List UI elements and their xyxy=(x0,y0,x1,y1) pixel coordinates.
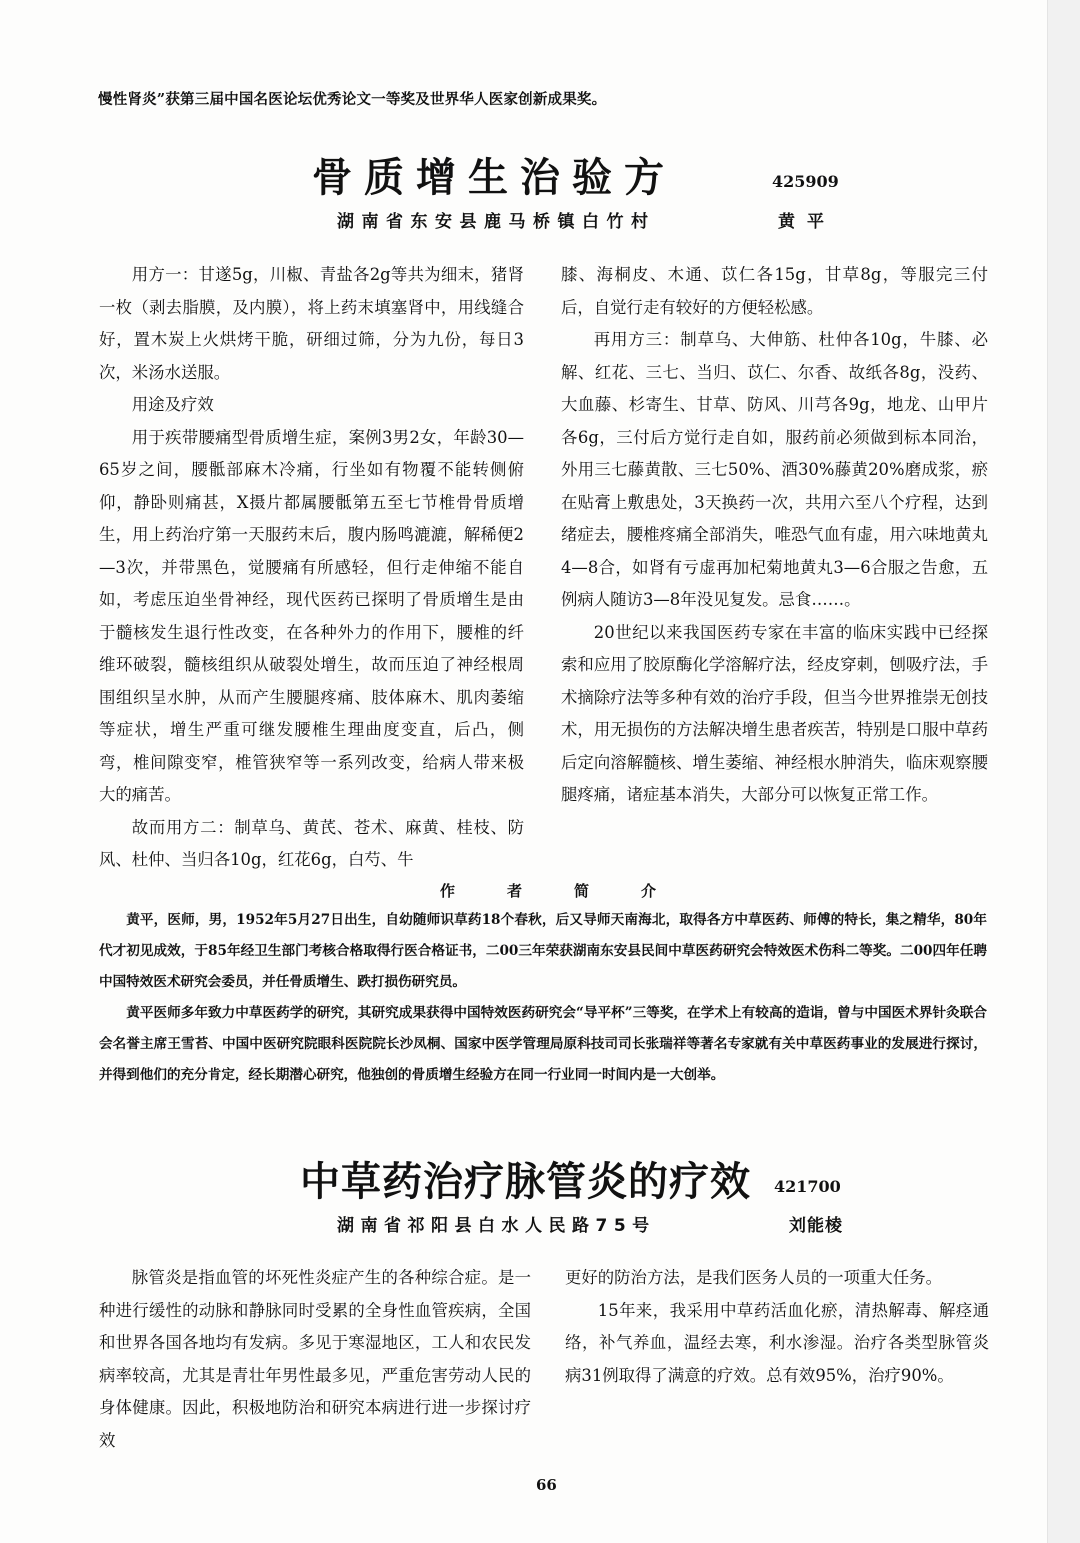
article2-author: 刘能棱 xyxy=(789,1216,843,1236)
article1-left-column xyxy=(99,259,524,877)
page-edge-shadow xyxy=(1047,0,1080,1543)
article2-right-column xyxy=(565,1262,989,1392)
article2-postal-code: 421700 xyxy=(774,1177,841,1196)
paragraph-subheading: 用途及疗效 xyxy=(131,395,214,414)
article1-title: 骨质增生治验方 xyxy=(312,155,676,201)
article1-postal-code: 425909 xyxy=(772,172,839,191)
paragraph: 用于疾带腰痛型骨质增生症，案例3男2女，年龄30—65岁之间，腰骶部麻木冷痛，行坐如有物覆不能转侧俯仰，静卧则痛甚，X摄片都属腰骶第五至七节椎骨骨质增生，用上药治疗第一天服药末后，腹内肠鸣漉漉，解稀便2—3次，并带黑色，觉腰痛有所感轻，但行走伸缩不能自如，考虑压迫坐骨神经，现代医药已探明了骨质增生是由于髓核发生退行性改变，在各种外力的作用下，腰椎的纤维环破裂，髓核组织从破裂处增生，故而压迫了神经根周围组织呈水肿，从而产生腰腿疼痛、肢体麻木、肌肉萎缩等症状，增生严重可继发腰椎生理曲度变直，后凸，侧弯，椎间隙变窄，椎管狭窄等一系列改变，给病人带来极大的痛苦。 xyxy=(99,427,524,804)
bio-paragraph: 黄平，医师，男，1952年5月27日出生，自幼随师识草药18个春秋，后又导师天南海北，取得各方中草医药、师傅的特长，集之精华，80年代才初见成效，于85年经卫生部门考核合格取得行医合格证书，二00三年荣获湖南东安县民间中草医药研究会特效医术伤科二等奖。二00四年任聘中国特效医术研究会委员，并任骨质增生、跌打损伤研究员。 xyxy=(99,912,987,990)
top-note: 慢性肾炎”获第三届中国名医论坛优秀论文一等奖及世界华人医家创新成果奖。 xyxy=(98,91,607,108)
author-bio xyxy=(99,905,987,1091)
paragraph: 用方一：甘遂5g，川椒、青盐各2g等共为细末，猪肾一枚（剥去脂膜，及内膜），将上药末填塞肾中，用线缝合好，置木炭上火烘烤干脆，研细过筛，分为九份，每日3次，米汤水送服。 xyxy=(99,265,524,382)
article2-address: 湖南省祁阳县白水人民路75号 xyxy=(337,1216,656,1236)
article2-title: 中草药治疗脉管炎的疗效 xyxy=(300,1159,751,1205)
article1-address: 湖南省东安县鹿马桥镇白竹村 xyxy=(337,212,656,232)
article2-left-column xyxy=(99,1262,531,1457)
paragraph: 再用方三：制草乌、大伸筋、杜仲各10g，牛膝、必解、红花、三七、当归、苡仁、尔香、故纸各8g，没药、大血藤、杉寄生、甘草、防风、川芎各9g，地龙、山甲片各6g，三付后方觉行走自如，服药前必须做到标本同治，外用三七藤黄散、三七50%、酒30%藤黄20%磨成浆，瘀在贴膏上敷患处，3天换药一次，共用六至八个疗程，达到绪症去，腰椎疼痛全部消失，唯恐气血有虚，用六味地黄丸4—8合，如肾有亏虚再加杞菊地黄丸3—6合服之告愈，五例病人随访3—8年没见复发。忌食……。 xyxy=(561,330,988,609)
paragraph: 故而用方二：制草乌、黄芪、苍术、麻黄、桂枝、防风、杜仲、当归各10g，红花6g，白芍、牛 xyxy=(99,817,524,869)
paragraph: 20世纪以来我国医药专家在丰富的临床实践中已经探索和应用了胶原酶化学溶解疗法，经皮穿刺，刨吸疗法，手术摘除疗法等多种有效的治疗手段，但当今世界推崇无创技术，用无损伤的方法解决增生患者疾苦，特别是口服中草药后定向溶解髓核、增生萎缩、神经根水肿消失，临床观察腰腿疼痛，诸症基本消失，大部分可以恢复正常工作。 xyxy=(561,622,988,804)
bio-heading: 作者简介 xyxy=(440,882,709,900)
page-number: 66 xyxy=(536,1476,557,1494)
article1-author: 黄平 xyxy=(778,212,836,232)
paragraph: 脉管炎是指血管的坏死性炎症产生的各种综合症。是一种进行缓性的动脉和静脉同时受累的全身性血管疾病，全国和世界各国各地均有发病。多见于寒湿地区，工人和农民发病率较高，尤其是青壮年男性最多见，严重危害劳动人民的身体健康。因此，积极地防治和研究本病进行进一步探讨疗效 xyxy=(99,1268,531,1450)
bio-paragraph: 黄平医师多年致力中草医药学的研究，其研究成果获得中国特效医药研究会“导平杯”三等奖，在学术上有较高的造诣，曾与中国医术界针灸联合会名誉主席王雪苔、中国中医研究院眼科医院院长沙凤桐、国家中医学管理局原科技司司长张瑞祥等著名专家就有关中草医药事业的发展进行探讨，并得到他们的充分肯定，经长期潜心研究，他独创的骨质增生经验方在同一行业同一时间内是一大创举。 xyxy=(99,1005,987,1083)
paragraph: 15年来，我采用中草药活血化瘀，清热解毒、解痉通络，补气养血，温经去寒，利水渗湿。治疗各类型脉管炎病31例取得了满意的疗效。总有效95%，治疗90%。 xyxy=(565,1300,989,1385)
paragraph-continuation: 膝、海桐皮、木通、苡仁各15g，甘草8g，等服完三付后，自觉行走有较好的方便轻松感。 xyxy=(561,265,988,317)
article1-right-column xyxy=(561,259,988,812)
paragraph-continuation: 更好的防治方法，是我们医务人员的一项重大任务。 xyxy=(565,1268,942,1287)
